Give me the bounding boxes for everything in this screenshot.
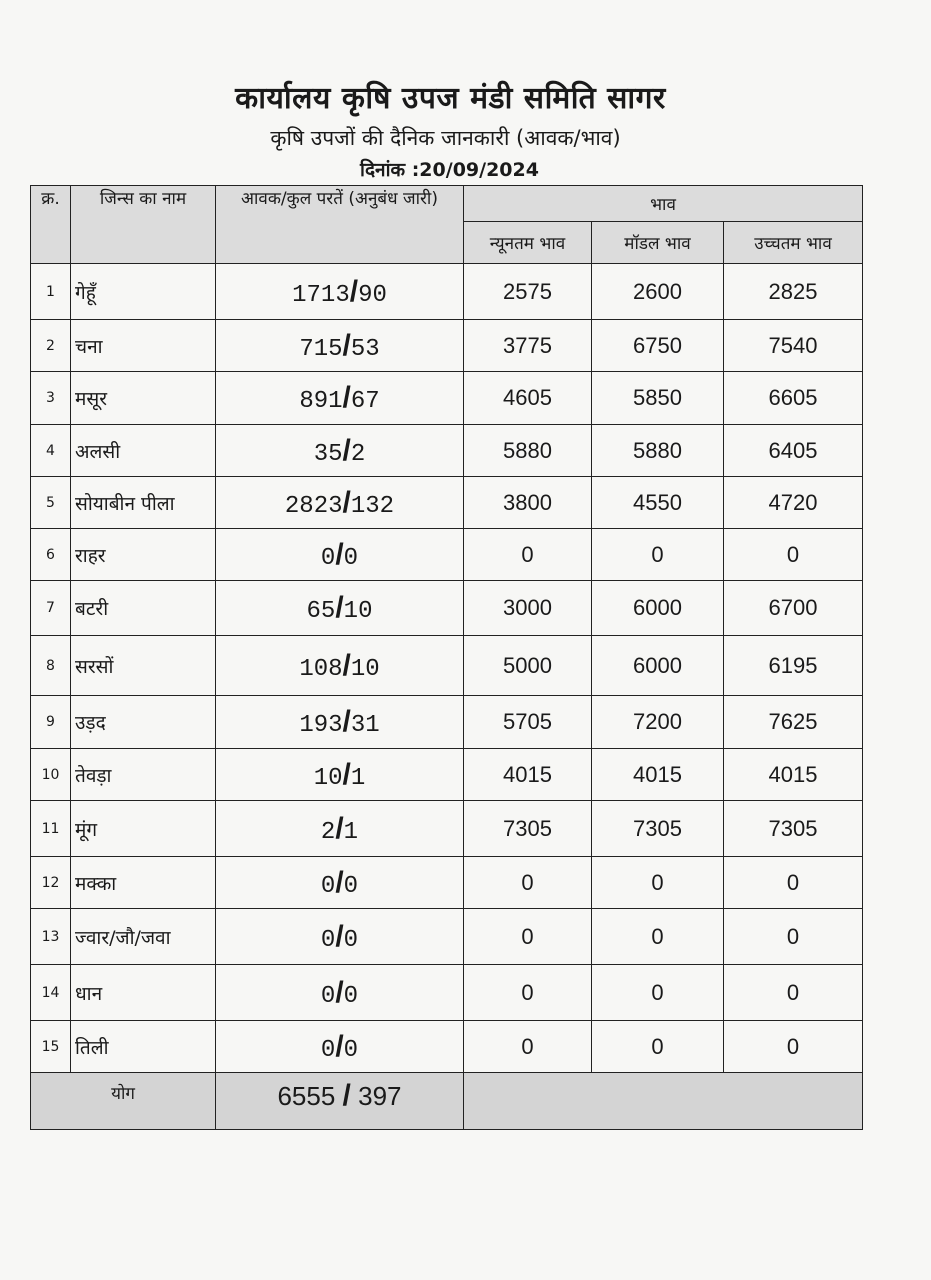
row-arrival-qty: 0 <box>320 926 336 954</box>
row-model-price: 0 <box>592 965 724 1021</box>
row-model-price: 0 <box>592 1021 724 1073</box>
row-separator: / <box>342 648 351 682</box>
row-arrival-lots: 0 <box>343 544 359 572</box>
row-commodity-name: सरसों <box>71 636 216 696</box>
table-row <box>31 425 863 477</box>
row-separator: / <box>342 485 351 519</box>
col-header-price-group: भाव <box>464 186 863 222</box>
row-model-price: 0 <box>592 857 724 909</box>
row-sr: 14 <box>31 965 71 1021</box>
row-sr: 1 <box>31 264 71 320</box>
report-date: दिनांक :20/09/2024 <box>360 159 539 181</box>
row-arrival <box>216 696 464 749</box>
row-arrival-qty: 10 <box>313 764 343 792</box>
row-max-price: 6405 <box>724 425 863 477</box>
row-model-price: 6750 <box>592 320 724 372</box>
row-arrival-qty: 35 <box>313 440 343 468</box>
row-arrival-lots: 67 <box>350 388 380 415</box>
row-arrival <box>216 749 464 801</box>
row-separator: / <box>342 433 351 467</box>
row-min-price: 7305 <box>464 801 592 857</box>
row-separator: / <box>335 537 344 571</box>
row-separator: / <box>335 1029 344 1063</box>
row-commodity-name: गेहूँ <box>71 264 216 320</box>
row-arrival-lots: 1 <box>343 818 359 846</box>
row-max-price: 0 <box>724 857 863 909</box>
row-arrival-lots: 0 <box>343 982 359 1010</box>
row-separator: / <box>335 865 344 899</box>
row-arrival <box>216 477 464 529</box>
table-row <box>31 320 863 372</box>
row-min-price: 5705 <box>464 696 592 749</box>
row-commodity-name: बटरी <box>71 581 216 636</box>
row-arrival-qty: 0 <box>320 1036 336 1064</box>
row-commodity-name: मसूर <box>71 372 216 425</box>
row-sr: 2 <box>31 320 71 372</box>
table-row <box>31 1021 863 1073</box>
row-commodity-name: तेवड़ा <box>71 749 216 801</box>
row-commodity-name: धान <box>71 965 216 1021</box>
row-model-price: 7200 <box>592 696 724 749</box>
row-commodity-name: चना <box>71 320 216 372</box>
total-blank <box>464 1073 863 1130</box>
row-sr: 9 <box>31 696 71 749</box>
total-arrival-lots: 397 <box>358 1081 402 1111</box>
row-arrival-lots: 0 <box>343 872 359 900</box>
table-row <box>31 749 863 801</box>
row-min-price: 0 <box>464 1021 592 1073</box>
row-separator: / <box>349 274 359 308</box>
row-arrival-lots: 10 <box>350 655 380 683</box>
row-arrival-lots: 1 <box>350 764 366 792</box>
col-header-model-price: मॉडल भाव <box>592 222 724 264</box>
report-subtitle: कृषि उपजों की दैनिक जानकारी (आवक/भाव) <box>270 126 621 150</box>
row-arrival <box>216 909 464 965</box>
row-arrival <box>216 965 464 1021</box>
row-commodity-name: राहर <box>71 529 216 581</box>
row-max-price: 2825 <box>724 264 863 320</box>
row-arrival <box>216 801 464 857</box>
row-arrival-lots: 10 <box>343 598 373 625</box>
row-sr: 12 <box>31 857 71 909</box>
table-row <box>31 909 863 965</box>
table-row <box>31 264 863 320</box>
row-sr: 4 <box>31 425 71 477</box>
row-separator: / <box>335 919 344 953</box>
row-max-price: 4720 <box>724 477 863 529</box>
total-separator: / <box>342 1079 351 1112</box>
row-model-price: 4015 <box>592 749 724 801</box>
row-max-price: 6605 <box>724 372 863 425</box>
table-row <box>31 581 863 636</box>
total-arrival <box>216 1073 464 1130</box>
row-min-price: 4605 <box>464 372 592 425</box>
col-header-arrival: आवक/कुल परतें (अनुबंध जारी) <box>216 186 464 264</box>
row-sr: 6 <box>31 529 71 581</box>
row-model-price: 7305 <box>592 801 724 857</box>
row-arrival-lots: 53 <box>350 335 380 363</box>
table-row <box>31 636 863 696</box>
row-sr: 8 <box>31 636 71 696</box>
row-min-price: 0 <box>464 909 592 965</box>
row-min-price: 3800 <box>464 477 592 529</box>
row-model-price: 6000 <box>592 636 724 696</box>
row-min-price: 0 <box>464 857 592 909</box>
row-separator: / <box>335 811 344 845</box>
row-max-price: 7540 <box>724 320 863 372</box>
row-commodity-name: मक्का <box>71 857 216 909</box>
row-separator: / <box>335 591 344 624</box>
row-min-price: 2575 <box>464 264 592 320</box>
col-header-sr: क्र. <box>31 186 71 264</box>
row-min-price: 4015 <box>464 749 592 801</box>
row-arrival-qty: 0 <box>320 982 336 1010</box>
row-arrival <box>216 636 464 696</box>
row-min-price: 3000 <box>464 581 592 636</box>
row-separator: / <box>342 705 351 738</box>
col-header-max-price: उच्चतम भाव <box>724 222 863 264</box>
row-arrival-qty: 2 <box>320 818 336 846</box>
row-min-price: 5880 <box>464 425 592 477</box>
row-model-price: 0 <box>592 909 724 965</box>
row-max-price: 0 <box>724 909 863 965</box>
row-sr: 10 <box>31 749 71 801</box>
row-commodity-name: सोयाबीन पीला <box>71 477 216 529</box>
row-min-price: 5000 <box>464 636 592 696</box>
row-min-price: 0 <box>464 965 592 1021</box>
col-header-name: जिन्स का नाम <box>71 186 216 264</box>
total-row <box>31 1073 863 1130</box>
row-arrival-lots: 0 <box>343 1036 359 1064</box>
row-commodity-name: ज्वार/जौ/जवा <box>71 909 216 965</box>
table-row <box>31 529 863 581</box>
total-label: योग <box>31 1073 216 1130</box>
row-max-price: 7305 <box>724 801 863 857</box>
table-body <box>31 264 863 1073</box>
row-model-price: 0 <box>592 529 724 581</box>
row-arrival-qty: 1713 <box>292 281 350 309</box>
row-separator: / <box>342 757 351 791</box>
table-row <box>31 696 863 749</box>
row-model-price: 5880 <box>592 425 724 477</box>
row-arrival-lots: 0 <box>343 926 359 954</box>
table-row <box>31 965 863 1021</box>
row-arrival-qty: 0 <box>320 544 336 572</box>
row-arrival <box>216 320 464 372</box>
row-min-price: 3775 <box>464 320 592 372</box>
office-title: कार्यालय कृषि उपज मंडी समिति सागर <box>235 81 666 116</box>
row-max-price: 4015 <box>724 749 863 801</box>
row-max-price: 0 <box>724 1021 863 1073</box>
row-arrival-lots: 2 <box>350 440 366 468</box>
row-separator: / <box>335 975 344 1009</box>
row-model-price: 4550 <box>592 477 724 529</box>
row-arrival-qty: 108 <box>299 655 343 683</box>
row-max-price: 0 <box>724 965 863 1021</box>
row-sr: 13 <box>31 909 71 965</box>
row-max-price: 0 <box>724 529 863 581</box>
row-sr: 3 <box>31 372 71 425</box>
row-arrival-qty: 0 <box>320 872 336 900</box>
row-arrival <box>216 581 464 636</box>
mandi-rate-table <box>30 185 863 1130</box>
row-arrival <box>216 1021 464 1073</box>
row-arrival-qty: 715 <box>299 335 343 363</box>
row-model-price: 6000 <box>592 581 724 636</box>
row-separator: / <box>342 328 351 362</box>
row-arrival <box>216 264 464 320</box>
row-arrival <box>216 529 464 581</box>
row-arrival-lots: 31 <box>350 712 380 739</box>
table-row <box>31 477 863 529</box>
row-sr: 5 <box>31 477 71 529</box>
row-arrival-qty: 193 <box>299 712 343 739</box>
row-arrival-qty: 65 <box>306 598 336 625</box>
row-arrival <box>216 857 464 909</box>
row-separator: / <box>342 381 351 414</box>
total-arrival-qty: 6555 <box>277 1081 336 1111</box>
table-row <box>31 801 863 857</box>
row-arrival-qty: 891 <box>299 388 343 415</box>
row-arrival-lots: 132 <box>350 492 395 520</box>
row-model-price: 5850 <box>592 372 724 425</box>
row-arrival <box>216 372 464 425</box>
row-arrival <box>216 425 464 477</box>
row-sr: 11 <box>31 801 71 857</box>
row-commodity-name: अलसी <box>71 425 216 477</box>
row-commodity-name: मूंग <box>71 801 216 857</box>
table-row <box>31 372 863 425</box>
row-max-price: 7625 <box>724 696 863 749</box>
row-commodity-name: उड़द <box>71 696 216 749</box>
row-sr: 15 <box>31 1021 71 1073</box>
row-arrival-lots: 90 <box>358 281 387 309</box>
row-sr: 7 <box>31 581 71 636</box>
row-model-price: 2600 <box>592 264 724 320</box>
row-max-price: 6195 <box>724 636 863 696</box>
row-min-price: 0 <box>464 529 592 581</box>
row-arrival-qty: 2823 <box>284 492 343 520</box>
row-commodity-name: तिली <box>71 1021 216 1073</box>
row-max-price: 6700 <box>724 581 863 636</box>
table-row <box>31 857 863 909</box>
col-header-min-price: न्यूनतम भाव <box>464 222 592 264</box>
